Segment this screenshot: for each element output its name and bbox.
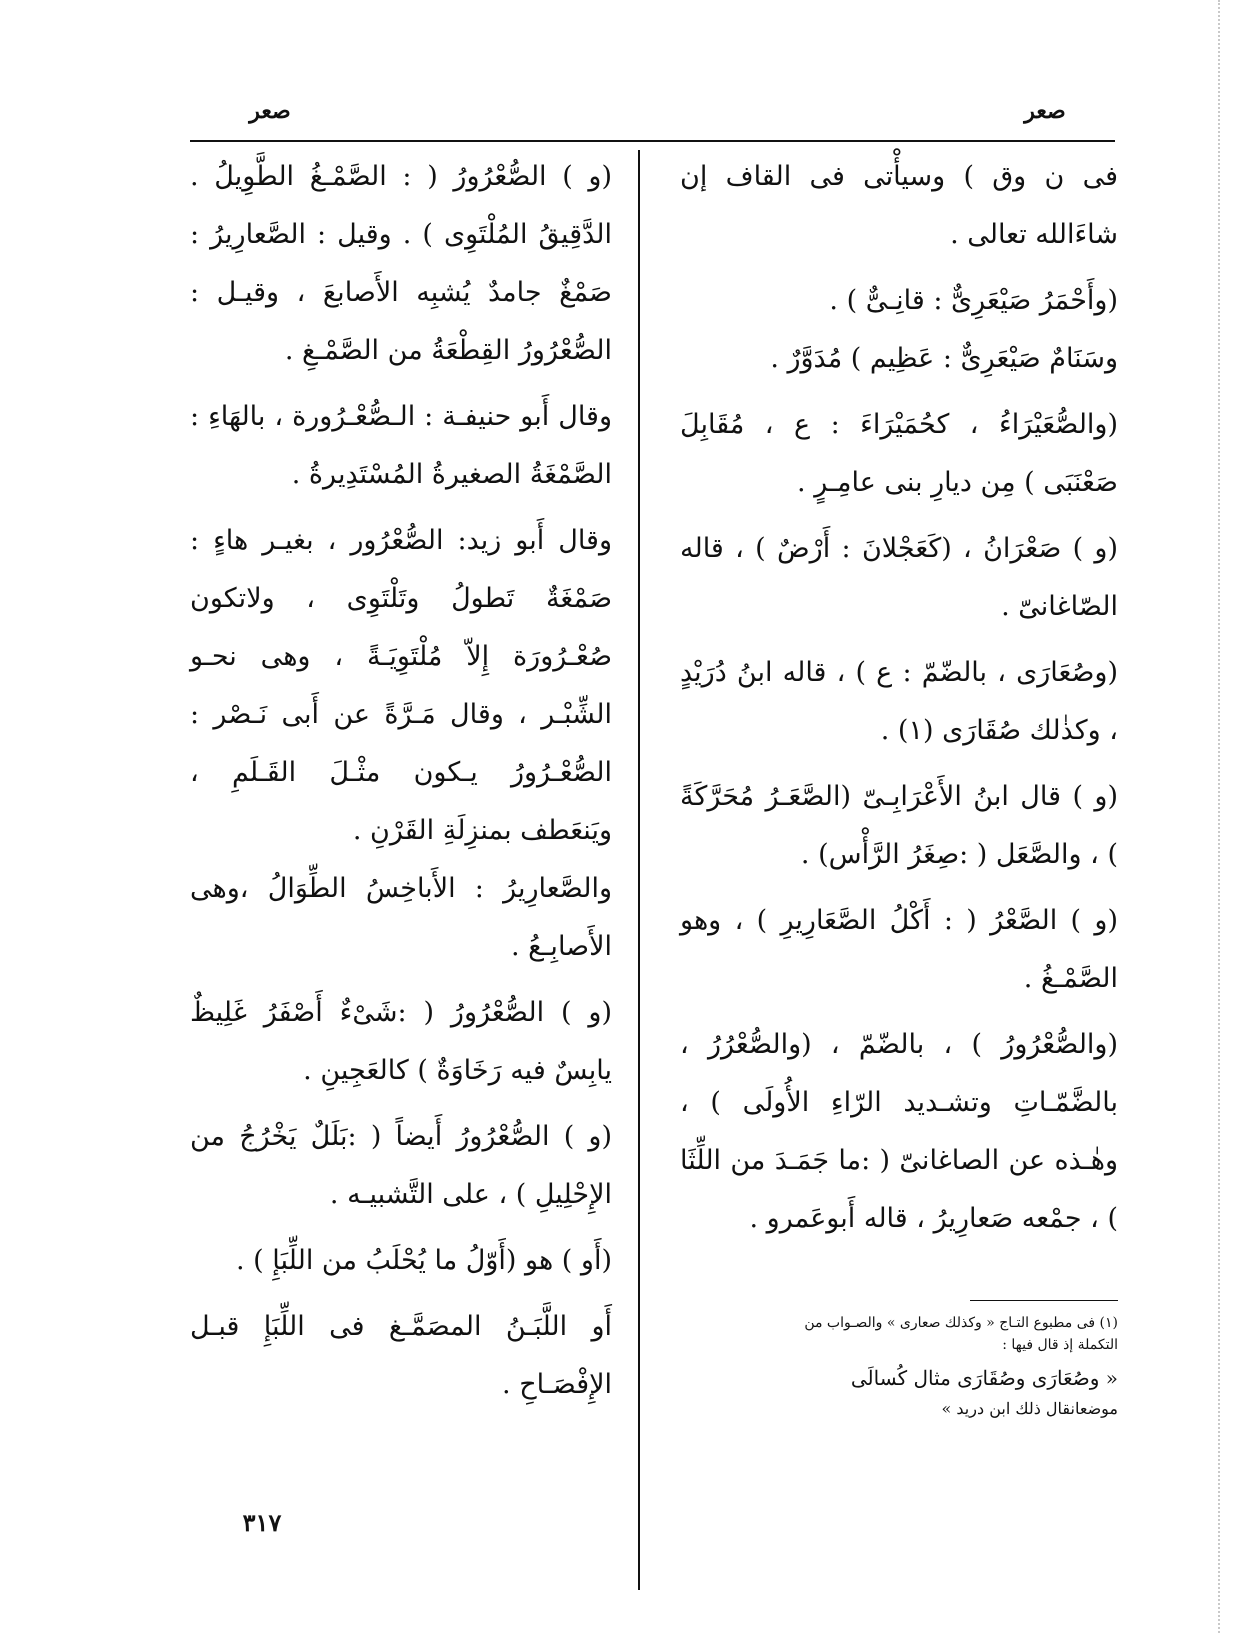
entry-paragraph: (و ) صَعْرَانُ ، (كَعَجْلانَ : أَرْضٌ ) ، قاله الصّاغانىّ . xyxy=(680,533,1118,622)
entry-paragraph: وقال أَبو زيد: الصُّعْرُور ، بغيـر هاءٍ : صَمْغَةٌ تَطولُ وتَلْتَوِى ، ولاتكون صُعْـرُورَة إِلاّ مُلْتَوِيَـةً ، وهى نحـو الشِّبْـر ، وقال مَـرَّةً عن أَبى نَـصْر : الصُّعْـرُورُ يـكون مثْـلَ القَـلَمِ ، ويَنعَطف بمنزِلَةِ القَرْنِ . xyxy=(190,525,612,846)
running-head-left: صعر xyxy=(249,98,291,124)
footnote-verse: موضعانقال ذلك ابن دريد » xyxy=(941,1399,1118,1418)
entry-paragraph: (و ) الصُّعْرُورُ ( : الصَّمْـغُ الطَّوِيلُ . الدَّقِيقُ المُلْتَوِى ) . وقيل : الصَّعارِيرُ : صَمْغٌ جامدٌ يُشبِه الأَصابعَ ، وقيـل : الصُّعْرُورُ القِطْعَةُ من الصَّمْـغِ . xyxy=(190,161,612,366)
page-number: ٣١٧ xyxy=(242,1508,282,1537)
running-head-right: صعر xyxy=(1024,98,1066,124)
entry-paragraph: (وأَحْمَرُ صَيْعَرِىٌّ : قانِـىٌّ ) . xyxy=(829,285,1118,316)
entry-paragraph: أَو اللَّبَـنُ المصَمَّـغ فى اللِّبَإِ قبـل الإِفْصَـاحِ . xyxy=(190,1311,612,1400)
footnote-rule xyxy=(970,1300,1118,1301)
entry-paragraph: (و ) الصُّعْرُورُ أَيضاً ( :بَلَلٌ يَخْرُجُ من الإِحْلِيلِ ) ، على التَّشبيـه . xyxy=(190,1121,612,1210)
entry-paragraph: وسَنَامٌ صَيْعَرِىٌّ : عَظِيم ) مُدَوَّرٌ . xyxy=(770,343,1118,374)
entry-paragraph: (و ) الصُّعْرُورُ ( :شَىْءٌ أَصْفَرُ غَلِيظٌ يابِسٌ فيه رَخَاوَةٌ ) كالعَجِينِ . xyxy=(190,997,612,1086)
entry-paragraph: والصَّعارِيرُ : الأَباخِسُ الطِّوَالُ ،وهى الأَصابِـعُ . xyxy=(190,873,612,962)
entry-paragraph: (والصُّعْرُورُ ) ، بالضّمّ ، (والصُّعْرُرُ ، بالضَّمّـاتِ وتشـديد الرّاءِ الأُولَى ) ، وهٰـذه عن الصاغانىّ ( :ما جَمَـدَ من اللِّثَا ) ، جمْعه صَعارِيرُ ، قاله أَبوعَمرو . xyxy=(680,1029,1118,1234)
entry-paragraph: (وصُعَارَى ، بالضّمّ : ع ) ، قاله ابنُ دُرَيْدٍ ، وكذٰلك صُقَارَى (١) . xyxy=(680,657,1118,746)
footnote-line: (١) فى مطبوع التـاج « وكذلك صعارى » والصـواب من xyxy=(804,1315,1118,1331)
column-divider xyxy=(638,150,640,1590)
binding-edge-dots xyxy=(1218,0,1220,1633)
footnote-verse: « وصُعَارَى وصُقَارَى مثال كُسالَى xyxy=(850,1366,1118,1390)
footnote xyxy=(680,1312,1118,1422)
entry-paragraph: فى ن وق ) وسيأْتى فى القاف إن شاءَالله تعالى . xyxy=(680,161,1118,250)
entry-paragraph: (و ) الصَّعْرُ ( : أَكْلُ الصَّعَارِيرِ ) ، وهو الصَّمْـغُ . xyxy=(680,905,1118,994)
entry-paragraph: وقال أَبو حنيفـة : الـصُّعْـرُورة ، بالهَاءِ : الصَّمْغَةُ الصغيرةُ المُسْتَدِيرةُ . xyxy=(190,401,612,490)
entry-paragraph: (أَو ) هو (أَوّلُ ما يُحْلَبُ من اللِّبَإِ ) . xyxy=(236,1245,612,1276)
left-column xyxy=(190,148,612,1422)
header-rule xyxy=(190,140,1115,142)
entry-paragraph: (و ) قال ابنُ الأَعْرَابِـىّ (الصَّعَـرُ مُحَرَّكَةً ) ، والصَّعَل ( :صِغَرُ الرَّأْس) . xyxy=(680,781,1118,870)
entry-paragraph: (والصُّعَيْرَاءُ ، كحُمَيْرَاءَ : ع ، مُقَابِلَ صَعْنَبَى ) مِن ديارِ بنى عامِـرٍ . xyxy=(680,409,1118,498)
right-column xyxy=(680,148,1118,1256)
footnote-line: التكملة إذ قال فيها : xyxy=(1002,1337,1118,1353)
